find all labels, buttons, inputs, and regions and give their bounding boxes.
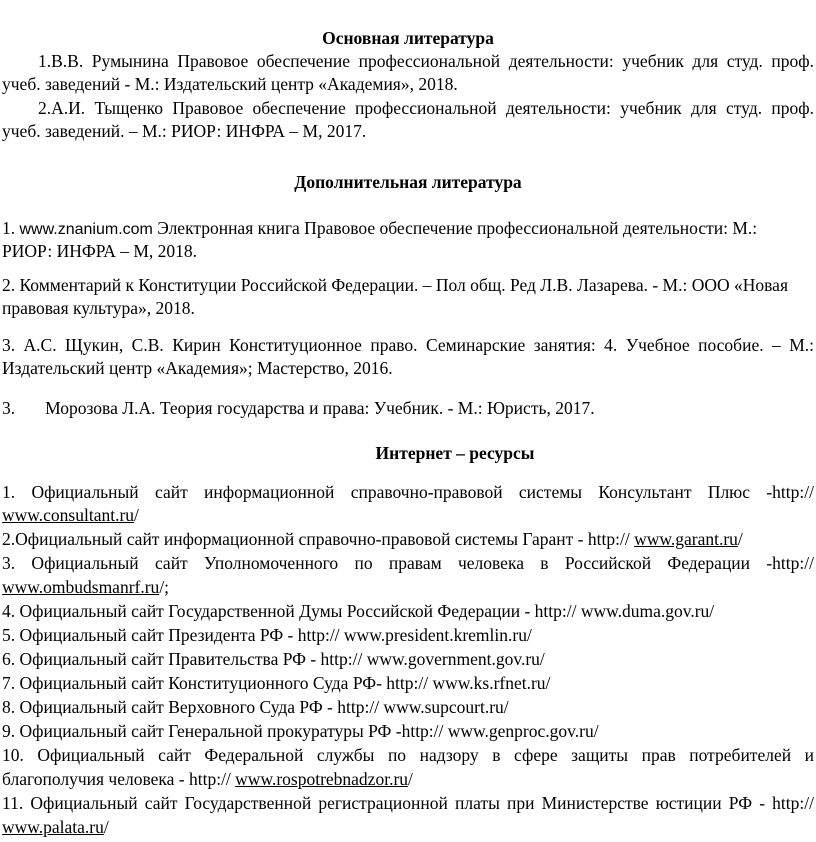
ombudsman-link[interactable]: www.ombudsmanrf.ru: [2, 577, 160, 597]
palata-link[interactable]: www.palata.ru: [2, 817, 104, 837]
znanium-site[interactable]: www.znanium.com: [19, 221, 153, 238]
additional-literature-item-1-line-1: [2, 216, 814, 240]
main-literature-item-1-line-2: учеб. заведений - М.: Издательский центр «Академия», 2018.: [2, 74, 458, 94]
resource-6: 6. Официальный сайт Правительства РФ - http:// www.government.gov.ru/: [2, 649, 545, 669]
resource-7: 7. Официальный сайт Конституционного Суда РФ- http:// www.ks.rfnet.ru/: [2, 673, 551, 693]
resource-3-line-2: www.ombudsmanrf.ru/;: [2, 577, 170, 597]
resource-8: 8. Официальный сайт Верховного Суда РФ - http:// www.supcourt.ru/: [2, 697, 509, 717]
resource-3-line-1: 3. Официальный сайт Уполномоченного по правам человека в Российской Федерации -http://: [2, 553, 814, 573]
resource-5: 5. Официальный сайт Президента РФ - http:// www.president.kremlin.ru/: [2, 625, 532, 645]
resource-2: 2.Официальный сайт информационной справочно-правовой системы Гарант - http:// www.garant.ru/: [2, 529, 743, 549]
main-literature-item-2-line-2: учеб. заведений. – М.: РИОР: ИНФРА – М, 2017.: [2, 121, 367, 141]
additional-literature-item-3-line-2: Издательский центр «Академия»; Мастерство, 2016.: [2, 358, 393, 378]
resource-4: 4. Официальный сайт Государственной Думы Российской Федерации - http:// www.duma.gov.ru/: [2, 601, 715, 621]
additional-literature-item-3-line-1: 3. А.С. Щукин, С.В. Кирин Конституционное право. Семинарские занятия: 4. Учебное пособие. – М.:: [2, 335, 814, 355]
item-text: Электронная книга Правовое обеспечение профессиональной деятельности: М.:: [157, 218, 758, 238]
rospotrebnadzor-link[interactable]: www.rospotrebnadzor.ru: [235, 769, 409, 789]
garant-link[interactable]: www.garant.ru: [634, 529, 738, 549]
resource-11-line-2: www.palata.ru/: [2, 817, 109, 837]
additional-literature-heading: Дополнительная литература: [294, 172, 522, 192]
resource-1-line-1: 1. Официальный сайт информационной справочно-правовой системы Консультант Плюс -http://: [2, 482, 814, 502]
additional-literature-item-2-line-2: правовая культура», 2018.: [2, 298, 195, 318]
main-literature-item-2-line-1: 2.А.И. Тыщенко Правовое обеспечение профессиональной деятельности: учебник для студ. проф.: [38, 98, 814, 118]
additional-literature-item-1-line-2: РИОР: ИНФРА – М, 2018.: [2, 241, 198, 261]
main-literature-item-1-line-1: 1.В.В. Румынина Правовое обеспечение профессиональной деятельности: учебник для студ. проф.: [38, 51, 814, 71]
item-text: Морозова Л.А. Теория государства и права: Учебник. - М.: Юристь, 2017.: [45, 398, 595, 418]
resource-9: 9. Официальный сайт Генеральной прокуратуры РФ -http:// www.genproc.gov.ru/: [2, 721, 599, 741]
internet-resources-heading: Интернет – ресурсы: [375, 443, 535, 463]
consultant-link[interactable]: www.consultant.ru: [2, 505, 135, 525]
resource-10-line-1: 10. Официальный сайт Федеральной службы по надзору в сфере защиты прав потребителей и: [2, 745, 814, 765]
additional-literature-item-2-line-1: 2. Комментарий к Конституции Российской Федерации. – Пол общ. Ред Л.В. Лазарева. - М.: ООО «Новая: [2, 275, 788, 295]
item-number: 3.: [2, 398, 16, 418]
main-literature-heading: Основная литература: [322, 28, 494, 48]
resource-11-line-1: 11. Официальный сайт Государственной регистрационной платы при Министерстве юстиции РФ - http://: [2, 793, 814, 813]
resource-1-line-2: www.consultant.ru/: [2, 505, 139, 525]
item-number: 1.: [2, 218, 16, 238]
additional-literature-item-4: [2, 396, 814, 420]
resource-10-line-2: благополучия человека - http:// www.rospotrebnadzor.ru/: [2, 769, 413, 789]
